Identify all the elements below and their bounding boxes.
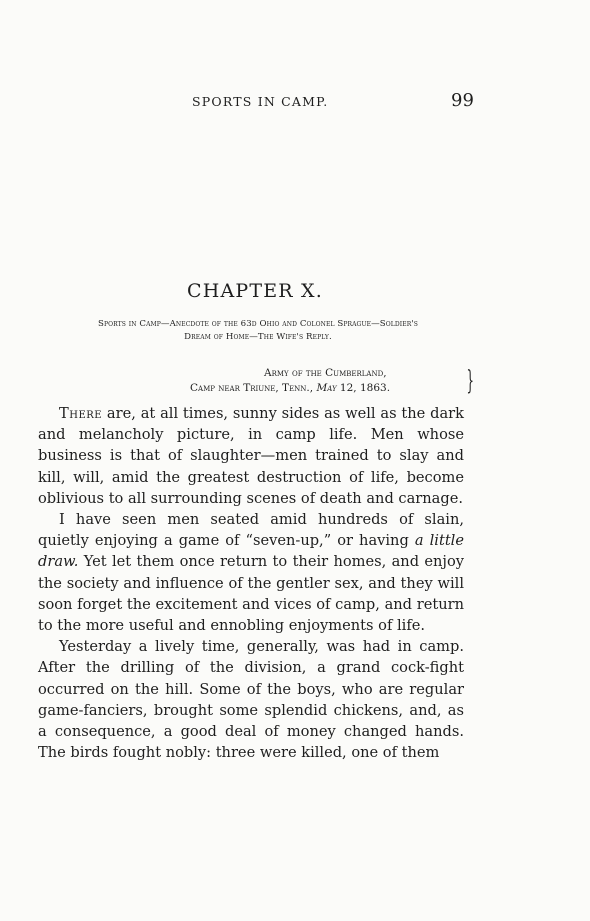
paragraph-3: Yesterday a lively time, generally, was had in camp. After the drilling of the division, a grand cock-fight occurred on the hill. Some of the boys, who are regular game-fanciers, brought some splendid chickens, and, as a consequence, a good deal of money changed hands. The birds fought nobly: three were killed, one of them: [38, 638, 464, 762]
dateline-month: May: [316, 382, 337, 394]
paragraph-2-emphasis: a little draw.: [38, 532, 464, 571]
synopsis-line-2: Dream of Home—The Wife's Reply.: [184, 332, 332, 342]
chapter-synopsis: [38, 318, 478, 344]
paragraph-2-text-a: I have seen men seated amid hundreds of slain, quietly enjoying a game of “seven-up,” or having: [38, 511, 464, 550]
paragraph-1: [38, 403, 464, 509]
synopsis-line-1: Sports in Camp—Anecdote of the 63d Ohio and Colonel Sprague—Soldier's: [97, 319, 419, 329]
paragraph-1-lead: There: [59, 405, 103, 422]
dateline-camp: [190, 381, 476, 396]
dateline-army: Army of the Cumberland,: [264, 367, 387, 379]
brace-icon: }: [466, 366, 474, 396]
dateline-date: 12, 1863.: [336, 382, 391, 394]
running-title: SPORTS IN CAMP.: [192, 94, 329, 109]
chapter-title: CHAPTER X.: [186, 280, 324, 302]
paragraph-2: [38, 509, 464, 636]
dateline: [190, 366, 476, 396]
paragraph-1-text: are, at all times, sunny sides as well as the dark and melancholy picture, in camp life. Men whose business is that of slaughter—men trained to slay and kill, will, amid the greatest destruction of life, become oblivious to all surrounding scenes of death and carnage.: [38, 405, 464, 507]
page-number: 99: [451, 90, 474, 111]
dateline-camp-prefix: Camp near Triune, Tenn.,: [190, 382, 317, 394]
body-text: [38, 403, 464, 763]
paragraph-2-text-b: Yet let them once return to their homes, and enjoy the society and influence of the gentler sex, and they will soon forget the excitement and vices of camp, and return to the more useful and ennobling enjoyments of life.: [38, 553, 464, 635]
running-head: [0, 90, 590, 114]
